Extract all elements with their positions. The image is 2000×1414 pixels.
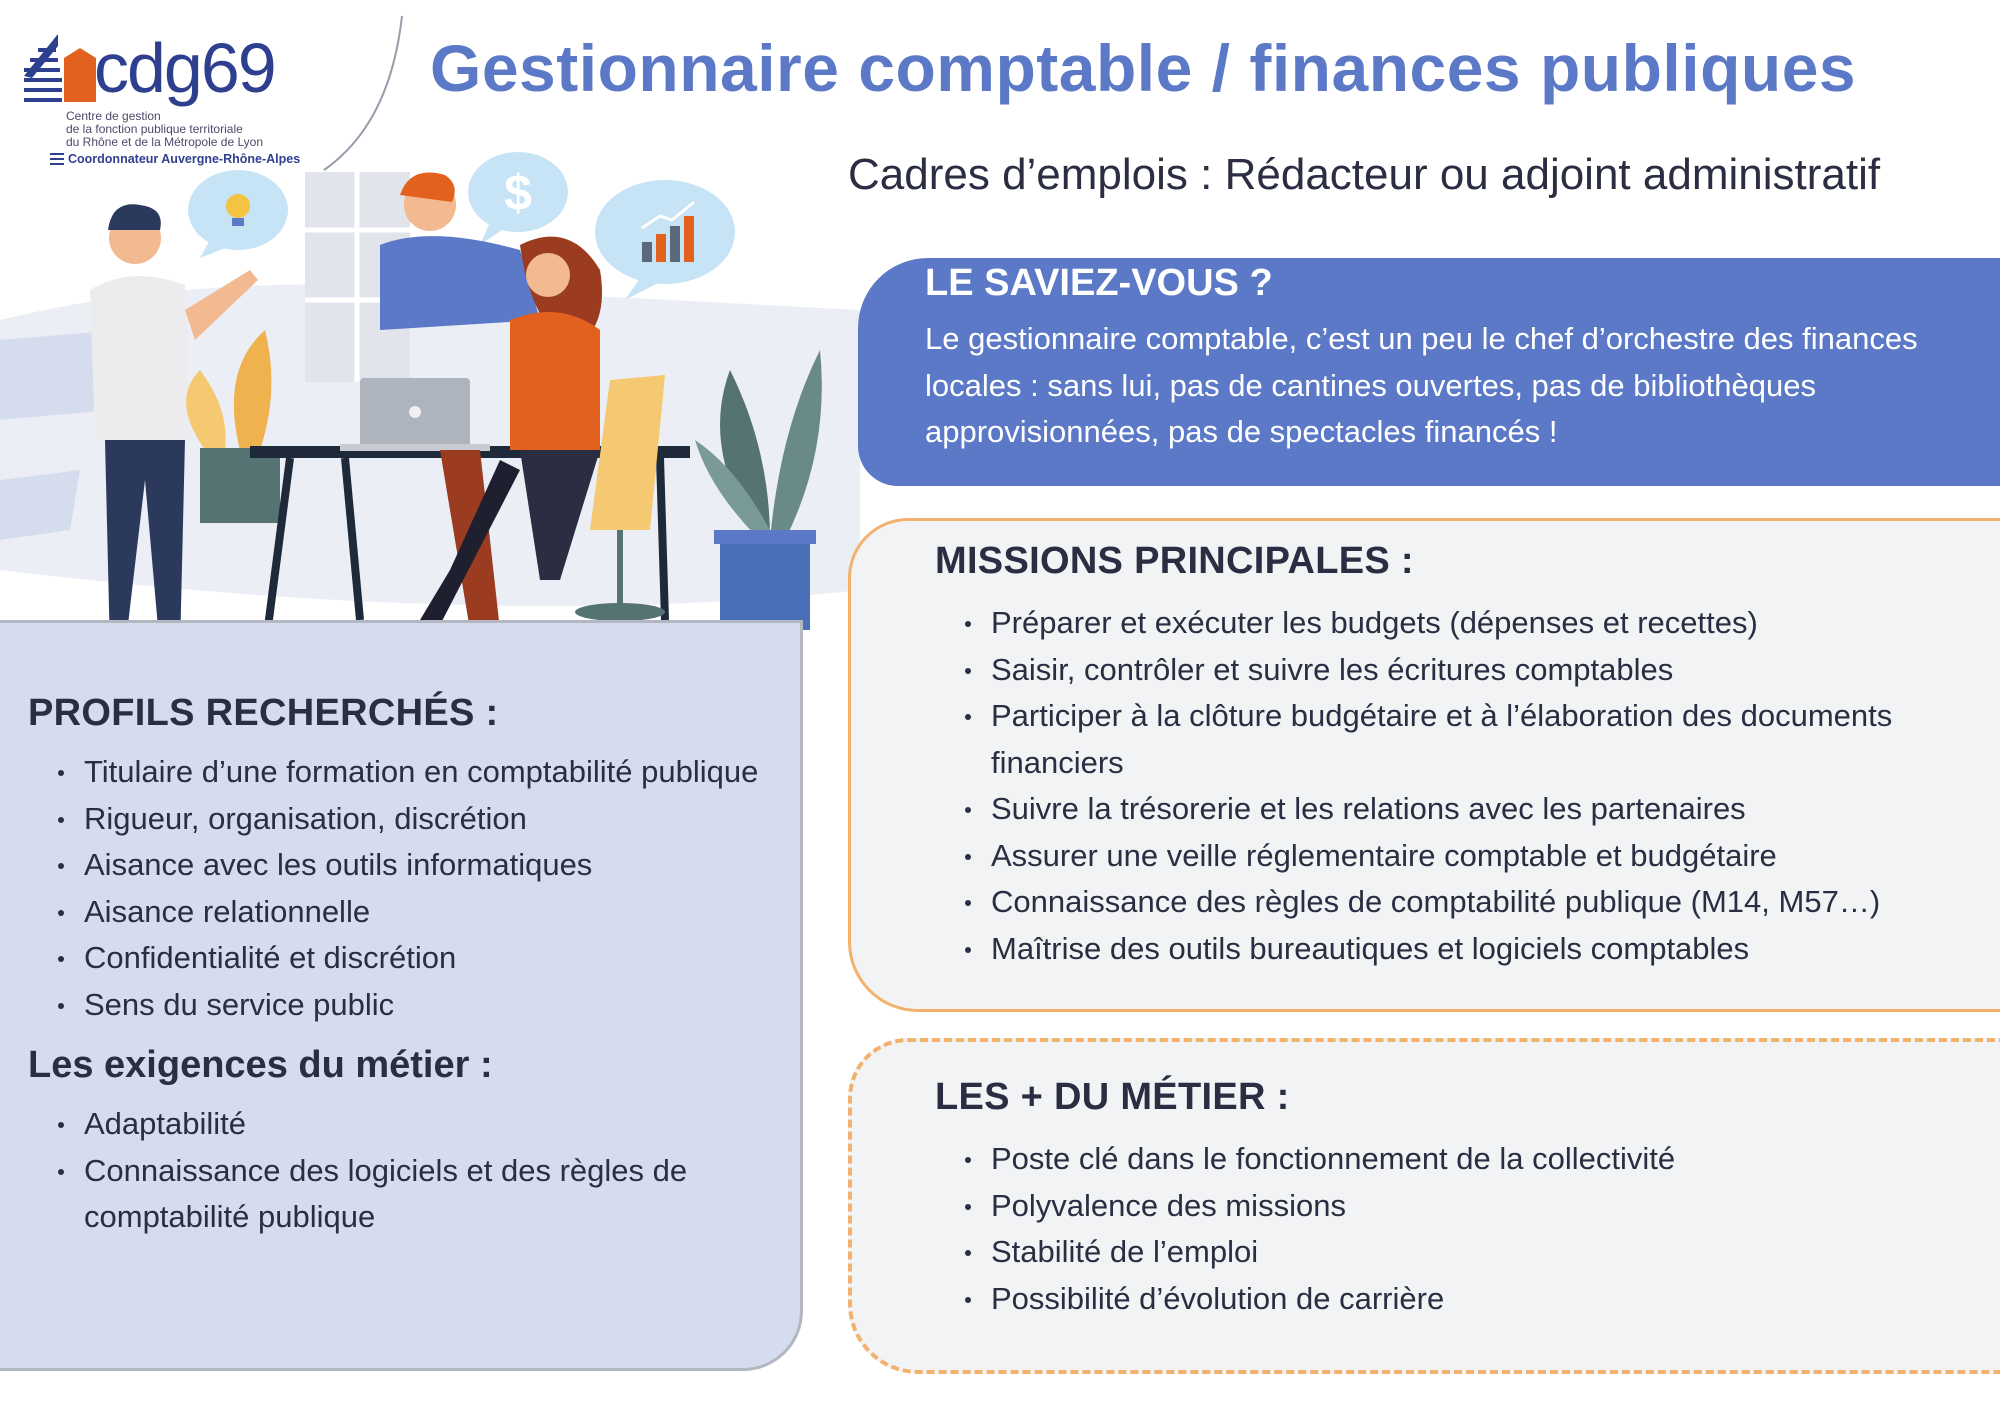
list-item: Connaissance des logiciels et des règles de comptabilité publique	[28, 1148, 748, 1241]
list-item: Préparer et exécuter les budgets (dépenses et recettes)	[935, 600, 1995, 647]
list-item: Assurer une veille réglementaire comptable et budgétaire	[935, 833, 1995, 880]
list-item: Suivre la trésorerie et les relations avec les partenaires	[935, 786, 1995, 833]
list-item: Poste clé dans le fonctionnement de la collectivité	[935, 1136, 1995, 1183]
building-logo-icon	[22, 30, 100, 102]
list-item: Participer à la clôture budgétaire et à l’élaboration des documents financiers	[935, 693, 1995, 786]
logo-subtitle-line: Centre de gestion	[66, 109, 161, 123]
list-item: Titulaire d’une formation en comptabilité publique	[28, 749, 778, 796]
list-item: Adaptabilité	[28, 1101, 748, 1148]
list-item: Confidentialité et discrétion	[28, 935, 778, 982]
requirements-list	[28, 1101, 748, 1241]
lightbulb-bubble-icon	[188, 170, 288, 258]
missions-list	[935, 600, 1995, 972]
chart-bubble-icon	[595, 180, 735, 300]
profiles-list	[28, 749, 778, 1028]
did-you-know-text: Le gestionnaire comptable, c’est un peu le chef d’orchestre des finances locales : sans lui, pas de cantines ouvertes, pas de bibliothèques approvisionnées, pas de spectacles financés !	[925, 321, 1918, 449]
dollar-symbol: $	[504, 165, 532, 221]
logo-subtitle	[66, 110, 326, 149]
page-title: Gestionnaire comptable / finances publiques	[430, 31, 1857, 105]
list-item: Polyvalence des missions	[935, 1183, 1995, 1230]
requirements-title: Les exigences du métier :	[28, 1044, 493, 1086]
logo-subtitle-line: du Rhône et de la Métropole de Lyon	[66, 135, 264, 149]
list-item: Aisance avec les outils informatiques	[28, 842, 778, 889]
dollar-bubble-icon	[468, 152, 568, 245]
job-advantages-list	[935, 1136, 1995, 1322]
logo-coordinator: Coordonnateur Auvergne-Rhône-Alpes	[50, 152, 300, 166]
list-item: Aisance relationnelle	[28, 889, 778, 936]
list-item: Sens du service public	[28, 982, 778, 1029]
profiles-section	[28, 692, 778, 1241]
list-item: Possibilité d’évolution de carrière	[935, 1276, 1995, 1323]
list-item: Saisir, contrôler et suivre les écritures comptables	[935, 647, 1995, 694]
logo-wordmark: cdg69	[94, 29, 275, 107]
list-item: Rigueur, organisation, discrétion	[28, 796, 778, 843]
did-you-know-title: LE SAVIEZ-VOUS ?	[925, 262, 1273, 304]
page-subtitle: Cadres d’emplois : Rédacteur ou adjoint administratif	[848, 150, 1881, 199]
logo-subtitle-line: de la fonction publique territoriale	[66, 122, 243, 136]
laptop-icon	[340, 378, 490, 451]
missions-title: MISSIONS PRINCIPALES :	[935, 540, 1414, 582]
profiles-title: PROFILS RECHERCHÉS :	[28, 692, 499, 734]
office-team-illustration	[0, 150, 860, 680]
list-item: Maîtrise des outils bureautiques et logiciels comptables	[935, 926, 1995, 973]
list-item: Connaissance des règles de comptabilité publique (M14, M57…)	[935, 879, 1995, 926]
job-advantages-title: LES + DU MÉTIER :	[935, 1076, 1290, 1118]
list-item: Stabilité de l’emploi	[935, 1229, 1995, 1276]
cdg69-logo	[22, 28, 322, 168]
